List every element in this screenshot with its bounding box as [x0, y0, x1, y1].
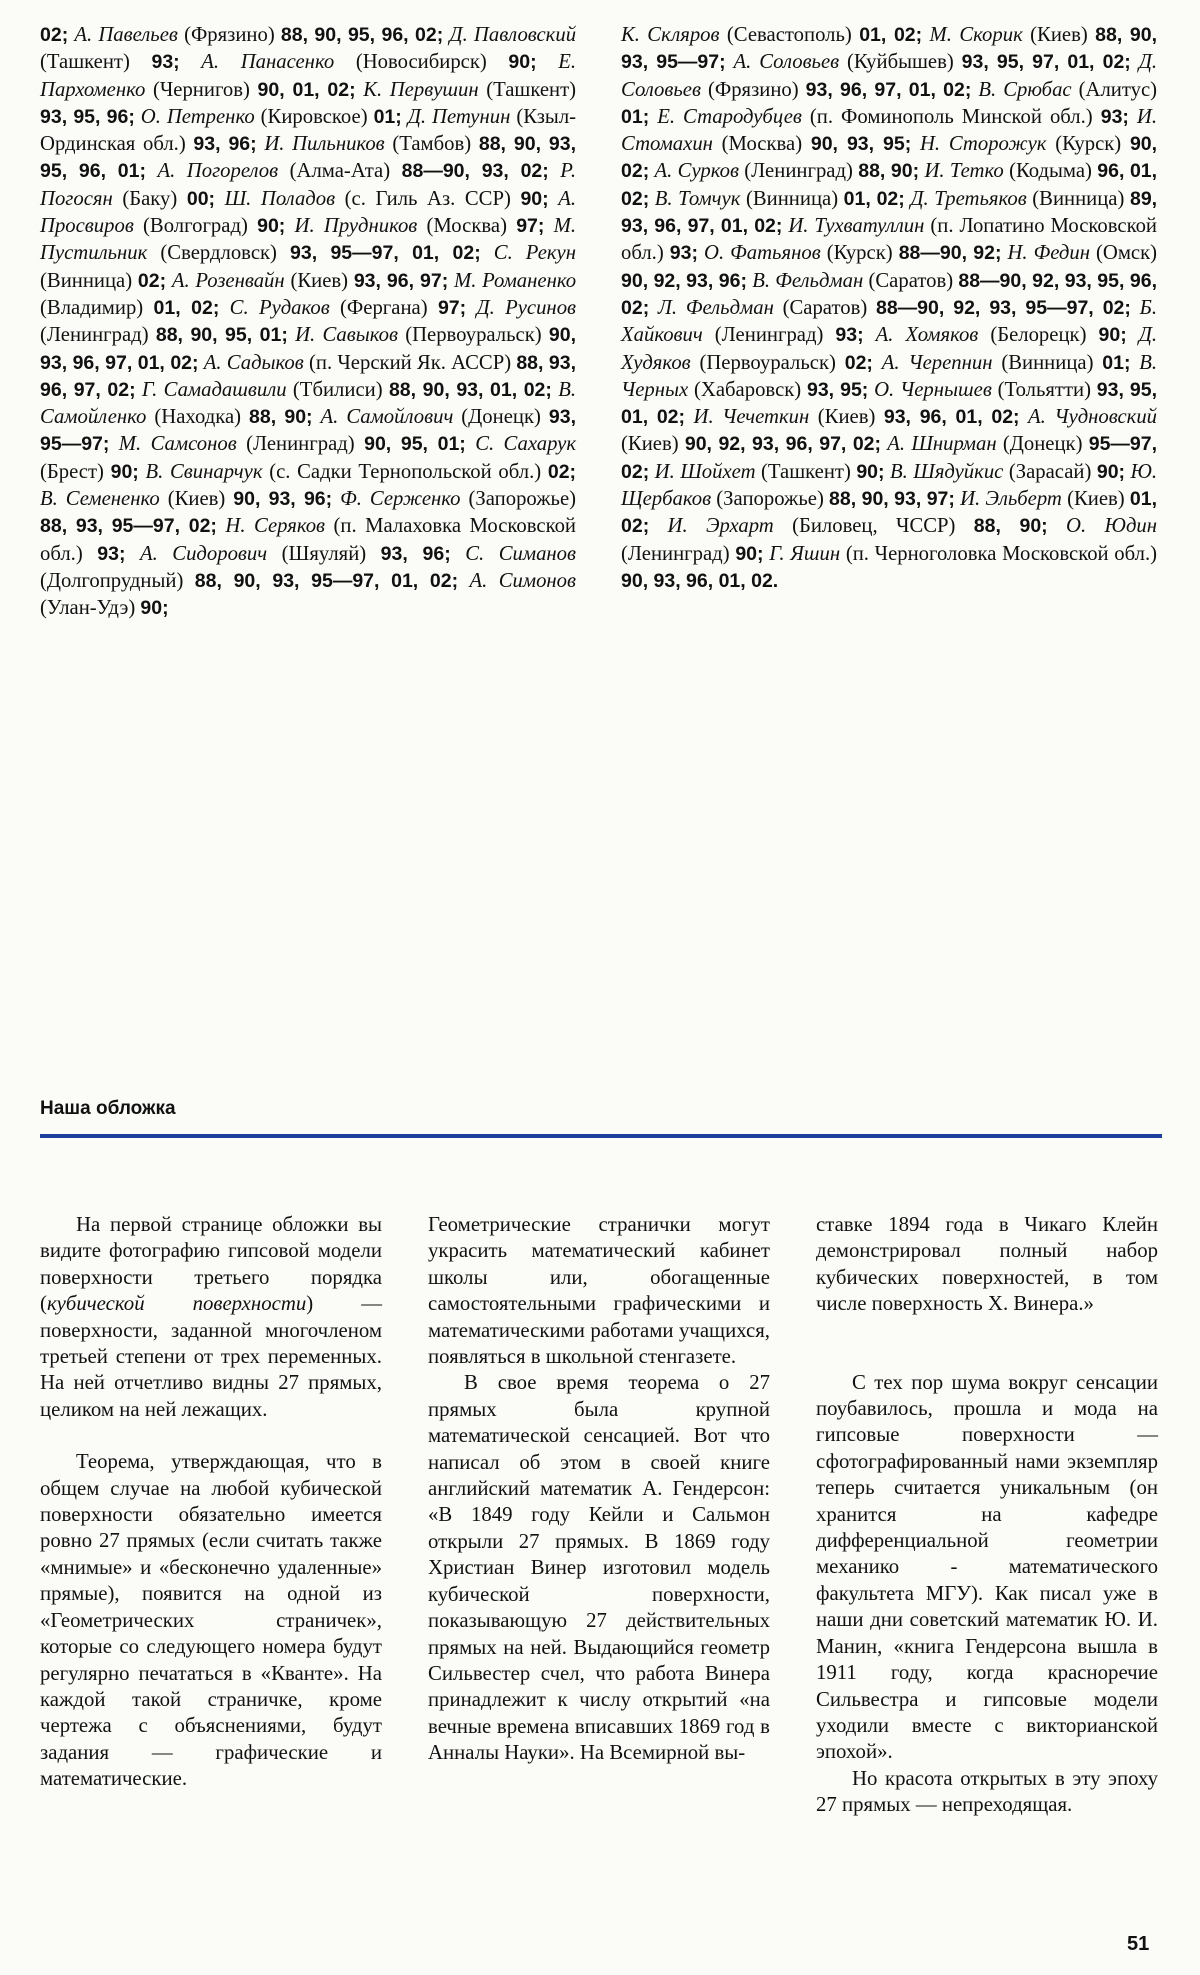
winner-years: 01;	[1102, 351, 1131, 374]
winner-years: 89, 93, 96, 97, 01, 02;	[621, 187, 1158, 238]
winner-place: (Ленинград)	[40, 324, 149, 347]
winner-name: Ш. Поладов	[224, 187, 336, 210]
winner-place: (Фергана)	[340, 296, 428, 319]
winner-place: (Биловец, ЧССР)	[792, 515, 956, 538]
winner-name: А. Самойлович	[320, 406, 454, 429]
winner-years: 90;	[735, 542, 764, 565]
winner-name: В. Шядуйкис	[889, 460, 1004, 483]
winner-place: (Первоуральск)	[405, 324, 542, 347]
winner-place: (Находка)	[154, 406, 242, 429]
winner-name: В. Фельдман	[752, 269, 864, 292]
winner-name: Ю. Щербаков	[621, 460, 1158, 511]
winner-years: 90, 92, 93, 96;	[621, 269, 747, 292]
winner-place: (Шяуляй)	[281, 542, 367, 565]
winner-name: А. Панасенко	[201, 51, 335, 74]
winner-place: (Алма-Ата)	[289, 160, 391, 183]
winner-years: 93, 95, 97, 01, 02;	[961, 51, 1131, 74]
winner-entry	[621, 24, 922, 46]
winner-years: 01, 02;	[153, 296, 220, 319]
winner-place: (с. Садки Тернопольской обл.)	[269, 460, 542, 483]
winner-name: А. Хомяков	[875, 324, 979, 347]
winner-years: 88—90, 92, 93, 95—97, 02;	[875, 296, 1131, 319]
winner-name: И. Чечеткин	[693, 406, 810, 429]
winner-name: М. Скорик	[929, 24, 1023, 46]
winner-place: (Баку)	[122, 187, 178, 210]
winner-name: Р. Погосян	[40, 160, 577, 210]
winner-name: А. Павельев	[74, 24, 178, 46]
winner-entry	[145, 461, 576, 483]
winner-name: Д. Павловский	[449, 24, 577, 46]
winner-entry	[882, 352, 1131, 374]
winner-name: И. Стомахин	[621, 105, 1158, 156]
winner-entry	[655, 461, 885, 483]
winner-years: 93, 95;	[806, 378, 869, 401]
winner-place: (п. Черноголовка Московской обл.)	[845, 542, 1158, 565]
winner-name: И. Эльберт	[960, 488, 1062, 511]
winner-years: 90, 93, 96, 01, 02.	[621, 569, 779, 592]
winner-years: 88, 90;	[973, 515, 1048, 538]
winner-place: (Куйбышев)	[847, 51, 954, 74]
winner-entry	[655, 160, 920, 182]
winner-entry	[295, 215, 545, 237]
winner-years: 93;	[97, 542, 126, 565]
winner-name: Б. Хайкович	[621, 296, 1157, 347]
winner-years: 93, 96;	[193, 133, 257, 156]
winner-years: 90, 93, 95;	[810, 133, 912, 156]
winner-place: (Фрязино)	[184, 24, 275, 46]
winner-place: (Ленинград)	[744, 160, 853, 183]
winner-place: (Кодыма)	[1009, 160, 1092, 183]
winner-name: И. Савыков	[295, 324, 398, 347]
winner-place: (Винница)	[745, 187, 839, 210]
winner-entry	[119, 433, 466, 455]
winner-years: 93, 96, 97;	[353, 269, 449, 292]
winner-name: Н. Серяков	[225, 515, 326, 538]
winner-place: (п. Малаховка Московской обл.)	[40, 515, 577, 565]
winner-years: 93, 95, 01, 02;	[621, 378, 1157, 429]
winner-entry	[40, 488, 332, 510]
winner-name: Е. Стародубцев	[657, 105, 802, 128]
winner-entry	[74, 24, 443, 46]
winner-years: 88, 90, 95, 01;	[155, 324, 288, 347]
winner-place: (п. Черский Як. АССР)	[309, 351, 512, 374]
winner-place: (с. Гиль Аз. ССР)	[344, 187, 511, 210]
winner-name: В. Томчук	[654, 187, 741, 210]
winner-place: (Киев)	[621, 433, 679, 456]
winner-place: (Новосибирск)	[355, 51, 487, 74]
winner-name: Д. Третьяков	[910, 187, 1027, 210]
winner-years: 01;	[621, 105, 650, 128]
winner-years: 90;	[257, 215, 286, 238]
winner-place: (Запорожье)	[716, 488, 824, 511]
winner-name: С. Рудаков	[229, 296, 330, 319]
winner-name: И. Пильников	[264, 133, 385, 156]
heading-rule	[40, 1134, 1162, 1138]
winner-entry	[658, 297, 1131, 319]
winner-name: О. Юдин	[1066, 515, 1158, 538]
winner-years: 93;	[151, 51, 180, 74]
winner-years: 01, 02;	[843, 187, 905, 210]
winner-name: В. Черных	[621, 351, 1158, 401]
winner-place: (Киев)	[167, 488, 226, 511]
winner-years: 02;	[547, 460, 577, 483]
winner-years: 90;	[1098, 324, 1127, 347]
winner-name: И. Эрхарт	[667, 515, 774, 538]
winner-name: С. Сахарук	[475, 433, 577, 456]
winner-years: 93;	[1100, 105, 1129, 128]
winner-name: Е. Пархоменко	[40, 51, 577, 101]
winners-column-2	[621, 22, 1157, 623]
winner-place: (Брест)	[40, 460, 104, 483]
winner-place: (Винница)	[1001, 351, 1094, 374]
winner-years: 88, 90, 93, 95, 96, 01;	[40, 133, 577, 183]
winner-entry	[157, 160, 548, 182]
winner-entry	[890, 461, 1125, 483]
winner-name: В. Семененко	[40, 488, 160, 511]
winner-name: Д. Русинов	[476, 296, 577, 319]
winner-place: (Кировское)	[260, 105, 368, 128]
section-heading: Наша обложка	[40, 1098, 176, 1119]
winner-entry	[694, 406, 1020, 428]
winner-years: 93, 95—97, 01, 02;	[290, 242, 481, 265]
winner-name: И. Прудников	[294, 215, 418, 238]
winner-years: 93;	[669, 242, 698, 265]
winner-years: 88, 93, 96, 97, 02;	[40, 351, 577, 401]
winner-years: 02;	[844, 351, 873, 374]
article-column-2	[428, 1212, 770, 1819]
winner-name: Д. Соловьев	[621, 51, 1158, 101]
winner-name: А. Черепнин	[881, 351, 993, 374]
winner-place: (Донецк)	[1002, 433, 1083, 456]
winner-years: 88, 93, 95—97, 02;	[40, 515, 217, 538]
winner-name: И. Шойхет	[654, 460, 756, 483]
winner-years: 90;	[1096, 460, 1126, 483]
winner-years: 90;	[856, 460, 885, 483]
winner-name: В. Срюбас	[978, 78, 1072, 101]
winner-place: (Киев)	[817, 406, 876, 429]
winner-place: (Москва)	[426, 215, 507, 238]
winner-name: В. Самойленко	[40, 378, 577, 429]
winner-name: М. Самсонов	[118, 433, 237, 456]
winner-name: К. Скляров	[621, 24, 720, 46]
winner-years: 90, 01, 02;	[257, 78, 356, 101]
winner-entry	[657, 106, 1129, 128]
winner-place: (Ташкент)	[761, 460, 851, 483]
winner-place: (Винница)	[40, 269, 133, 292]
winner-years: 88, 90, 93, 01, 02;	[388, 378, 552, 401]
winner-years: 93, 96;	[380, 542, 451, 565]
winner-name: И. Тетко	[924, 160, 1004, 183]
winner-place: (Севастополь)	[726, 24, 852, 46]
winner-place: (Чернигов)	[152, 78, 250, 101]
winner-name: Л. Фельдман	[657, 296, 774, 319]
winner-name: И. Тухватуллин	[788, 215, 925, 238]
winner-years: 90, 95, 01;	[364, 433, 466, 456]
winner-place: (Донецк)	[461, 406, 541, 429]
winner-place: (Запорожье)	[468, 488, 577, 511]
winner-name: А. Сурков	[654, 160, 739, 183]
winner-place: (Тбилиси)	[292, 378, 383, 401]
winner-place: (Свердловск)	[160, 242, 277, 265]
winner-name: А. Садыков	[203, 351, 304, 374]
winner-name: А. Розенвайн	[171, 269, 285, 292]
winner-years: 88—90, 93, 02;	[401, 160, 549, 183]
winner-name: А. Погорелов	[157, 160, 279, 183]
winner-entry	[141, 106, 402, 128]
winner-name: Г. Яшин	[769, 542, 841, 565]
winner-place: (Ленинград)	[621, 542, 730, 565]
winner-years: 93, 95, 96;	[40, 105, 135, 128]
winner-name: Д. Петунин	[407, 105, 511, 128]
winner-entry	[704, 242, 1001, 264]
winner-place: (Саратов)	[868, 269, 954, 292]
winner-years: 93, 96, 97, 01, 02;	[805, 78, 972, 101]
winner-years: 01, 02;	[621, 488, 1157, 538]
winner-place: (Саратов)	[782, 296, 868, 319]
winner-years: 93, 96, 01, 02;	[883, 406, 1020, 429]
winner-name: А. Симонов	[469, 569, 577, 592]
winner-name: М. Пустильник	[40, 215, 577, 265]
winner-years: 88—90, 92;	[898, 242, 1002, 265]
winner-place: (Улан-Удэ)	[40, 597, 136, 620]
winner-place: (Омск)	[1096, 242, 1158, 265]
winner-place: (Киев)	[1030, 24, 1088, 46]
winner-name: Н. Федин	[1007, 242, 1090, 265]
winner-place: (Винница)	[1032, 187, 1125, 210]
winner-name: О. Чернышев	[874, 378, 992, 401]
winner-place: (Фрязино)	[707, 78, 799, 101]
winner-years: 90, 02;	[621, 133, 1158, 183]
winner-years: 90, 92, 93, 96, 97, 02;	[684, 433, 882, 456]
winner-years: 97;	[516, 215, 545, 238]
winner-entry	[40, 24, 68, 46]
winner-name: Д. Худяков	[621, 324, 1158, 374]
winner-place: (Долгопрудный)	[40, 569, 184, 592]
winner-entry	[140, 543, 451, 565]
winner-years: 95—97, 02;	[621, 433, 1158, 483]
winner-place: (Киев)	[290, 269, 349, 292]
article-paragraph-4-continued: ставке 1894 года в Чикаго Клейн демонстрировал полный набор кубических поверхностей, в том числе поверхность Х. Винера.»	[816, 1213, 1158, 1316]
winner-years: 88, 90, 93, 97;	[829, 488, 955, 511]
winner-name: А. Сидорович	[139, 542, 268, 565]
winner-name: С. Рекун	[493, 242, 577, 265]
winner-name: В. Свинарчук	[145, 460, 263, 483]
winner-place: (Владимир)	[40, 296, 144, 319]
page-number: 51	[1127, 1933, 1150, 1955]
winners-list	[40, 22, 1157, 623]
winner-entry	[225, 188, 549, 210]
article-paragraph-3: Геометрические странички могут украсить математический кабинет школы или, обогащенные самостоятельными графическими и математическими работами учащихся, появляться в школьной стенгазете.	[428, 1213, 770, 1369]
winner-years: 01, 02;	[859, 24, 923, 46]
winner-name: К. Первушин	[363, 78, 479, 101]
cover-article	[40, 1212, 1158, 1819]
winner-entry	[668, 515, 1048, 537]
winner-years: 97;	[437, 296, 467, 319]
article-column-3	[816, 1212, 1158, 1819]
winner-years: 90, 93, 96;	[233, 488, 333, 511]
winner-name: А. Просвиров	[40, 187, 576, 238]
winner-name: А. Шнирман	[887, 433, 997, 456]
winner-place: (п. Лопатино Московской обл.)	[621, 215, 1158, 265]
article-paragraph-6: Но красота открытых в эту эпоху 27 прямых — непреходящая.	[816, 1766, 1158, 1817]
winner-years: 88—90, 92, 93, 95, 96, 02;	[621, 269, 1158, 319]
winner-place: (Ленинград)	[714, 324, 824, 347]
winner-name: А. Чудновский	[1028, 406, 1158, 429]
winner-name: М. Романенко	[453, 269, 577, 292]
winner-place: (Хабаровск)	[694, 378, 802, 401]
winner-years: 88, 90, 93, 95—97, 01, 02;	[194, 569, 459, 592]
article-column-1	[40, 1212, 382, 1819]
winner-years: 00;	[186, 187, 216, 210]
winner-place: (Зарасай)	[1008, 460, 1092, 483]
winner-place: (Первоуральск)	[699, 351, 836, 374]
winner-entry	[230, 297, 466, 319]
winner-entry	[201, 51, 536, 73]
winner-place: (Алитус)	[1078, 78, 1158, 101]
winner-years: 88, 90, 93, 95—97;	[621, 24, 1158, 74]
winner-place: (Волгоград)	[143, 215, 248, 238]
winners-column-1	[40, 22, 576, 623]
winner-name: С. Симанов	[465, 542, 577, 565]
winner-years: 88, 90, 95, 96, 02;	[280, 24, 444, 46]
winner-name: Г. Самадашвили	[141, 378, 287, 401]
winner-years: 88, 90;	[858, 160, 920, 183]
winner-entry	[876, 324, 1127, 346]
winner-years: 93;	[835, 324, 864, 347]
winner-years: 02;	[40, 24, 69, 46]
winner-years: 90;	[110, 460, 139, 483]
winner-years: 88, 90;	[249, 406, 313, 429]
winner-place: (Тамбов)	[392, 133, 472, 156]
winner-place: (Курск)	[1055, 133, 1122, 156]
winner-place: (Ташкент)	[40, 51, 130, 74]
winner-place: (Ташкент)	[486, 78, 577, 101]
winner-name: Н. Сторожук	[919, 133, 1047, 156]
winner-years: 90;	[508, 51, 537, 74]
emphasis-cubic-surface: кубической поверхности	[46, 1292, 307, 1316]
winner-years: 90;	[520, 187, 549, 210]
winner-place: (Киев)	[1067, 488, 1125, 511]
winner-entry	[734, 51, 1131, 73]
winner-entry	[172, 270, 448, 292]
article-paragraph-2: Теорема, утверждающая, что в общем случае на любой кубической поверхности обязательно имеется ровно 27 прямых (если считать также «мнимые» и «бесконечно удаленные» прямые), появится на одной из «Геометрических страничек», которые со следующего номера будут регулярно печататься в «Кванте». На каждой такой страничке, кроме чертежа с объяснениями, будут задания — графические и математические.	[40, 1450, 382, 1791]
winner-place: (Белорецк)	[990, 324, 1087, 347]
winner-years: 90;	[140, 597, 169, 620]
winner-years: 90, 93, 96, 97, 01, 02;	[40, 324, 577, 374]
winner-name: А. Соловьев	[733, 51, 840, 74]
winner-place: (Кзыл-Ординская обл.)	[40, 105, 577, 156]
winner-place: (Тольятти)	[997, 378, 1091, 401]
winner-years: 96, 01, 02;	[621, 160, 1158, 210]
winner-name: О. Фатьянов	[704, 242, 821, 265]
winner-entry	[142, 379, 552, 401]
article-paragraph-5: С тех пор шума вокруг сенсации поубавилось, прошла и мода на гипсовые поверхности — сфотографированный нами экземпляр теперь считается уникальным (он хранится на кафедре дифференциальной геометрии механико - математического факультета МГУ). Как писал уже в наши дни советский математик Ю. И. Манин, «книга Гендерсона вышла в 1911 году, когда красноречие Сильвестра и гипсовые модели уходили вместе с викторианской эпохой».	[816, 1370, 1158, 1764]
winner-place: (Москва)	[721, 133, 803, 156]
winner-years: 01;	[373, 105, 402, 128]
winner-years: 02;	[137, 269, 167, 292]
winner-entry	[655, 188, 905, 210]
winner-place: (Курск)	[826, 242, 893, 265]
article-paragraph-1: На первой странице обложки вы видите фотографию гипсовой модели поверхности третьего порядка (кубической поверхности) — поверхности, заданной многочленом третьей степени от трех переменных. На ней отчетливо видны 27 прямых, целиком на ней лежащих.	[40, 1213, 382, 1421]
winner-name: О. Петренко	[140, 105, 255, 128]
article-paragraph-4: В свое время теорема о 27 прямых была крупной математической сенсацией. Вот что написал об этом в своей книге английский математик А. Гендерсон: «В 1849 году Кейли и Сальмон открыли 27 прямых. В 1869 году Христиан Винер изготовил модель кубической поверхности, показывающую 27 действительных прямых на ней. Выдающийся геометр Сильвестер счел, что работа Винера принадлежит к числу открытий «на вечные времена вписавших 1869 год в Анналы Науки». На Всемирной вы-	[428, 1371, 770, 1765]
winner-name: Ф. Серженко	[340, 488, 461, 511]
winner-place: (п. Фоминополь Минской обл.)	[809, 105, 1093, 128]
winner-place: (Ленинград)	[246, 433, 355, 456]
winner-years: 93, 95—97;	[40, 406, 576, 456]
